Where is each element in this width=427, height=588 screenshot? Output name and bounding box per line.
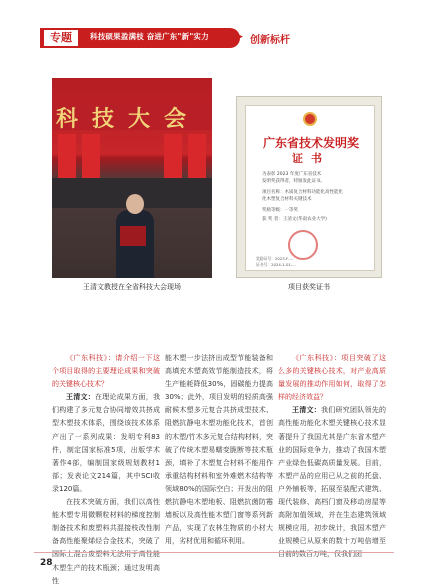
section-tag: 专题 <box>44 30 78 46</box>
conference-photo <box>52 78 212 278</box>
certificate-text: 获 奖 者：王清文(华南农业大学) <box>262 217 327 222</box>
certificate-text: 化木塑复合材料关键技术 <box>262 197 312 202</box>
flag-decoration <box>164 134 182 180</box>
held-certificate <box>120 226 146 246</box>
certificate-title: 广东省技术发明奖 <box>262 136 359 150</box>
interview-question: 《广东科技》：请介绍一下这个项目取得的主要理论成果和突破的关键核心技术？ <box>52 354 160 389</box>
interview-answer: 王清文：在理论成果方面，我们构建了多元复合协同增效共挤成型木塑技术体系，围绕该技术体系产出了一系列成果：发明专利83件，制定国家标准5项，出版学术著作4部，编制国家级规划教材1部；发表论文214篇，其中SCI收录120篇。 <box>52 393 160 493</box>
person-head <box>126 194 144 214</box>
certificate-photo <box>236 96 382 278</box>
certificate-text: 发明奖获得者，特颁发此证书。 <box>262 179 325 184</box>
certificate-footnote: 奖励证号：2023-F-... <box>256 256 294 261</box>
left-photo-caption: 王清文教授在全省科技大会现场 <box>83 283 181 291</box>
interview-answer: 王清文：我们研究团队领先的高性能功能化木塑关键核心技术显著提升了我国尤其是广东省木塑产业的国际竞争力，推动了我国木塑产业绿色低碳高质量发展。目前，木塑产品的应用已从之前的托盘、户外铺板等，拓展至装配式建筑、现代装修、高档门窗及移动房屋等高附加值领域，并在生态建筑领域规模应用，初步统计，我国木塑产业规模已从原来的数十万吨倍增至目前的数百万吨，仅我们团 <box>278 406 386 559</box>
series-title: 科技硕果盈满枝 奋进广东"新"实力 <box>90 32 209 41</box>
right-photo-caption: 项目获奖证书 <box>288 283 330 291</box>
speaker-label: 王清文： <box>66 393 95 402</box>
certificate-text: 为表彰 2023 年度广东省技术 <box>262 172 322 177</box>
emblem-icon <box>303 112 317 126</box>
flag-decoration <box>82 134 100 180</box>
interview-question: 《广东科技》：项目突破了这么多的关键核心技术，对产业高质量发展的推动作用如何，取得了怎样的经济效益？ <box>278 354 386 402</box>
arrow-icon: ▶ <box>236 32 243 42</box>
certificate-text: 项目名称：木质复合材料功能化高性能化 <box>262 190 343 195</box>
certificate-subtitle: 证书 <box>292 152 330 165</box>
interview-answer: 在技术突破方面，我们以高性能木塑专用微颗粒材料的梯度控制制备技术和废塑料共混接枝改性制备高性能聚烯烃合金技术，突破了国际上混合废塑料无法用于高性能木塑生产的技术瓶颈；通过发明高性 <box>52 498 160 585</box>
article-column-2 <box>165 352 273 548</box>
certificate-footnote: 证书号：2024-1-01-... <box>256 262 296 267</box>
footer-divider <box>34 552 394 553</box>
flag-decoration <box>58 134 76 180</box>
conference-banner-text: 科技大会 <box>56 106 201 132</box>
speaker-label: 王清文： <box>292 406 321 415</box>
certificate-text: 奖励等级：一等奖 <box>262 208 298 213</box>
flag-decoration <box>188 134 206 180</box>
article-column-3 <box>278 352 386 562</box>
section-title: 创新标杆 <box>250 35 290 46</box>
certificate <box>245 105 375 271</box>
page-number: 28 <box>40 558 53 568</box>
interview-answer: 能木塑一步法挤出成型节能装备和高填充木塑高效节能制造技术，将生产能耗降低30%，固碳能力提高30%；此外，项目发明的轻质高强耐候木塑多元复合共挤成型技术、阻燃抗静电木塑功能化技术，首创的木塑/竹木多元复合结构材料，突破了传统木塑易蠕变脆断等技术瓶颈，填补了木塑复合材料不能用作承重结构材料和室外难燃木结构等领域80%的国际空白；开发出的阻燃抗静电木塑地板、阻燃抗菌防霉墙板以及高性能木塑门窗等系列新产品，实现了农林生物质的小材大用，劣材优用和循环利用。 <box>165 354 273 546</box>
page-header <box>0 0 427 62</box>
